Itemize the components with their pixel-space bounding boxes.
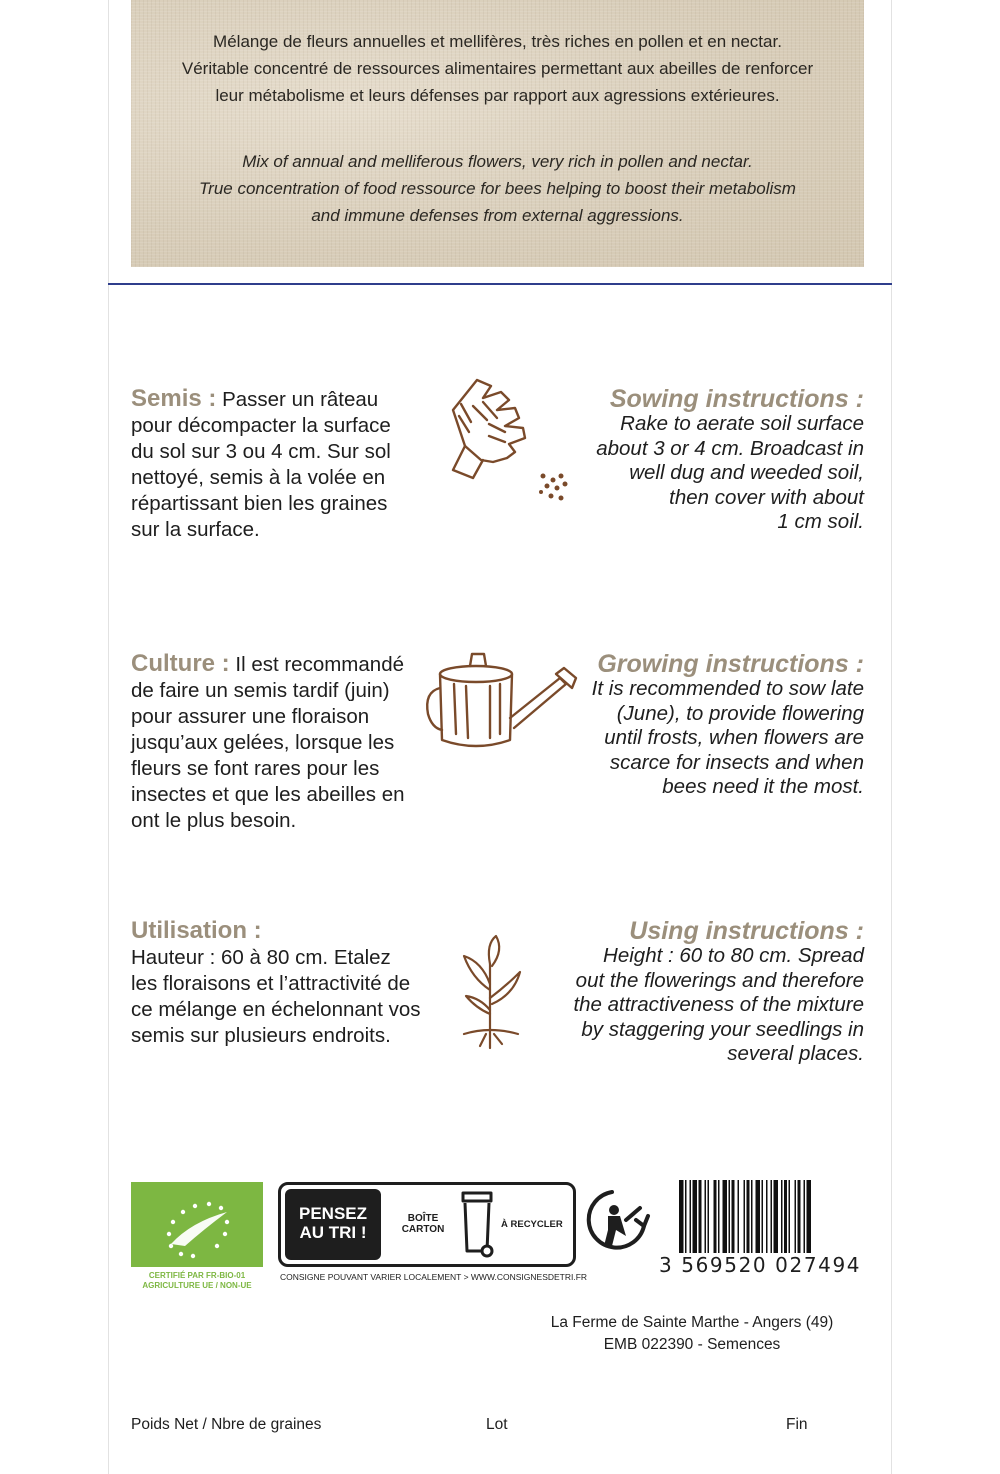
barcode-bar — [729, 1180, 731, 1264]
using-en-line: the attractiveness of the mixture — [573, 993, 864, 1016]
culture-fr-line: de faire un semis tardif (juin) — [131, 679, 390, 702]
barcode-bar — [747, 1180, 750, 1264]
expiry-label: Fin — [786, 1416, 808, 1433]
utilisation-heading-line — [131, 918, 420, 945]
barcode-bar — [807, 1180, 812, 1264]
culture-fr-text: Il est recommandé — [229, 653, 404, 676]
growing-en-block — [592, 651, 864, 800]
gloves-sowing-seeds-icon — [443, 372, 577, 506]
semis-fr-line: répartissant bien les graines — [131, 492, 388, 515]
sowing-en-line: about 3 or 4 cm. Broadcast in — [596, 436, 864, 460]
using-en-line: out the flowerings and therefore — [575, 968, 864, 992]
barcode-bar — [762, 1180, 764, 1264]
using-en-block — [573, 918, 864, 1067]
utilisation-fr-line: ce mélange en échelonnant vos — [131, 998, 421, 1021]
growing-heading: Growing instructions : — [597, 650, 864, 678]
watering-can-icon — [420, 648, 580, 758]
lot-label: Lot — [486, 1416, 508, 1433]
using-en-line: several places. — [727, 1042, 864, 1065]
boite-line: CARTON — [401, 1224, 445, 1235]
culture-fr-line: fleurs se font rares pour les — [131, 757, 380, 780]
growing-en-line: until frosts, when flowers are — [604, 726, 864, 749]
barcode-bar — [732, 1180, 735, 1264]
barcode-bar — [744, 1180, 746, 1264]
sowing-heading: Sowing instructions : — [609, 385, 864, 413]
culture-fr-line: ont le plus besoin. — [131, 809, 297, 832]
barcode-bar — [690, 1180, 692, 1264]
barcode — [661, 1180, 857, 1264]
organic-certification-caption — [121, 1271, 273, 1291]
culture-fr-line: insectes et que les abeilles en — [131, 783, 405, 806]
intro-en-line: Mix of annual and melliferous flowers, very rich in pollen and nectar. — [242, 152, 753, 171]
intro-en-line: and immune defenses from external aggressions. — [311, 206, 684, 225]
barcode-bar — [705, 1180, 707, 1264]
sowing-en-line: well dug and weeded soil, — [629, 461, 864, 484]
boite-line: BOÎTE — [407, 1213, 439, 1224]
growing-en-line: scarce for insects and when — [609, 750, 864, 774]
growing-en-line: (June), to provide flowering — [616, 701, 864, 725]
organic-caption-line: CERTIFIÉ PAR FR-BIO-01 — [148, 1271, 246, 1280]
semis-fr-block — [131, 386, 391, 543]
intro-fr-line: leur métabolisme et leurs défenses par rapport aux agressions extérieures. — [215, 86, 780, 105]
using-en-line: Height : 60 to 80 cm. Spread — [603, 944, 864, 967]
producer-line: La Ferme de Sainte Marthe - Angers (49) — [550, 1314, 834, 1331]
utilisation-fr-line: les floraisons et l’attractivité de — [131, 972, 411, 995]
utilisation-heading: Utilisation : — [131, 917, 262, 944]
sorting-info-box — [278, 1182, 576, 1267]
using-heading: Using instructions : — [629, 917, 864, 945]
net-weight-label: Poids Net / Nbre de graines — [131, 1416, 322, 1433]
barcode-bar — [738, 1180, 740, 1264]
pensez-line: PENSEZ — [298, 1204, 368, 1223]
sowing-en-line: then cover with about — [669, 485, 864, 509]
producer-line: EMB 022390 - Semences — [603, 1336, 781, 1353]
barcode-bar — [708, 1180, 710, 1264]
growing-en-line: bees need it the most. — [662, 775, 864, 798]
barcode-bar — [781, 1180, 783, 1264]
culture-fr-first-line — [131, 651, 405, 678]
organic-caption-line: AGRICULTURE UE / NON-UE — [142, 1281, 252, 1290]
intro-panel — [131, 0, 864, 267]
blue-divider — [108, 283, 892, 285]
boite-carton-label — [393, 1213, 453, 1235]
a-recycler-label: À RECYCLER — [501, 1219, 563, 1230]
sowing-en-line: Rake to aerate soil surface — [620, 412, 864, 435]
producer-info — [462, 1312, 922, 1356]
semis-fr-line: du sol sur 3 ou 4 cm. Sur sol — [131, 440, 391, 463]
culture-fr-line: jusqu’aux gelées, lorsque les — [131, 731, 395, 754]
seedling-plant-icon — [456, 934, 526, 1052]
sowing-en-block — [596, 386, 864, 535]
semis-heading: Semis : — [131, 385, 217, 412]
barcode-bar — [771, 1180, 773, 1264]
barcode-bar — [766, 1180, 768, 1264]
barcode-bar — [699, 1180, 702, 1264]
culture-fr-line: pour assurer une floraison — [131, 705, 370, 728]
using-en-line: by staggering your seedlings in — [581, 1017, 864, 1041]
culture-heading: Culture : — [131, 650, 230, 677]
barcode-bar — [774, 1180, 779, 1264]
barcode-bar — [756, 1180, 761, 1264]
sorting-note: CONSIGNE POUVANT VARIER LOCALEMENT > WWW.CONSIGNESDETRI.FR — [280, 1272, 588, 1282]
pensez-line: AU TRI ! — [299, 1223, 367, 1242]
sowing-en-line: 1 cm soil. — [777, 510, 864, 533]
intro-en-line: True concentration of food ressource for bees helping to boost their metabolism — [199, 179, 796, 198]
barcode-bar — [798, 1180, 801, 1264]
barcode-bar — [784, 1180, 787, 1264]
utilisation-fr-line: semis sur plusieurs endroits. — [131, 1024, 391, 1047]
pensez-au-tri-badge — [285, 1189, 381, 1260]
intro-fr-line: Mélange de fleurs annuelles et mellifères, très riches en pollen et en nectar. — [213, 32, 782, 51]
intro-english — [131, 148, 864, 229]
semis-fr-line: pour décompacter la surface — [131, 414, 391, 437]
barcode-bar — [789, 1180, 791, 1264]
eu-organic-logo — [131, 1182, 263, 1267]
eu-leaf-stars-icon — [131, 1182, 263, 1267]
recycling-bin-icon — [457, 1191, 497, 1259]
barcode-bar — [693, 1180, 698, 1264]
intro-french — [131, 28, 864, 109]
barcode-bar — [679, 1180, 684, 1264]
growing-en-line: It is recommended to sow late — [591, 677, 864, 700]
utilisation-fr-block — [131, 918, 420, 1049]
semis-fr-first-line — [131, 386, 391, 413]
intro-fr-line: Véritable concentré de ressources alimentaires permettant aux abeilles de renforcer — [181, 59, 814, 78]
semis-fr-line: sur la surface. — [131, 518, 260, 541]
semis-fr-text: Passer un râteau — [216, 388, 379, 411]
utilisation-fr-line: Hauteur : 60 à 80 cm. Etalez — [131, 946, 391, 969]
barcode-bar — [685, 1180, 687, 1264]
barcode-bar — [714, 1180, 717, 1264]
barcode-bar — [718, 1180, 720, 1264]
semis-fr-line: nettoyé, semis à la volée en — [131, 466, 386, 489]
barcode-bar — [804, 1180, 806, 1264]
culture-fr-block — [131, 651, 405, 834]
triman-logo-icon — [582, 1186, 652, 1256]
barcode-bar — [751, 1180, 753, 1264]
barcode-bar — [795, 1180, 797, 1264]
barcode-bar — [723, 1180, 728, 1264]
barcode-digits: 3 569520 027494 — [659, 1253, 862, 1277]
